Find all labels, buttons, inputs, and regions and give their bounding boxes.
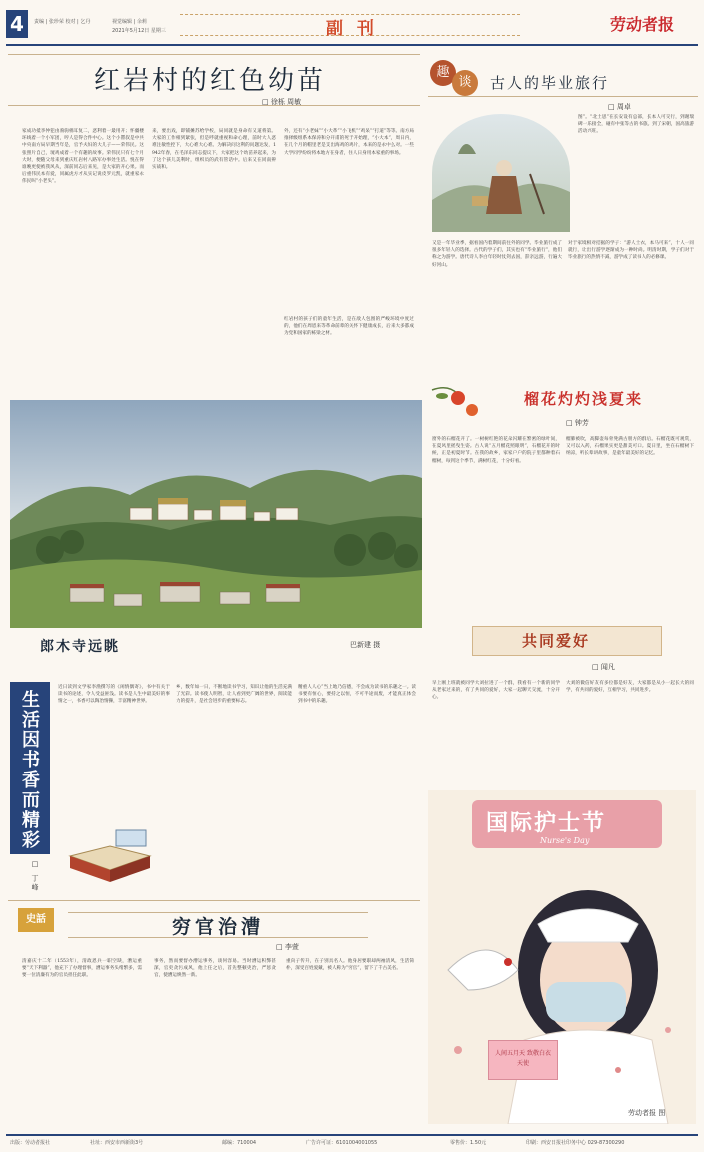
article-title: 古人的毕业旅行 [490, 74, 610, 92]
landscape-photo [10, 400, 422, 628]
article-title: 红岩村的红色幼苗 [94, 66, 327, 96]
footer-printer: 印刷：西安日报社印务中心 029-87300290 [526, 1140, 625, 1146]
article-title: 穷官治漕 [172, 916, 265, 938]
article-col-2: 大刘的微信好友有多位都是好友，大家都是从小一起长大的同学，有共同的爱好，互相学习，共同进步。 [566, 681, 694, 694]
photo-credit: 巴新建 摄 [350, 641, 381, 649]
poster-title: 国际护士节 [486, 811, 607, 836]
article-reading [8, 676, 420, 898]
header-rule [6, 44, 698, 46]
article-col-3b: 红岩村的孩子们的童年生活，是在敌人包围的严峻环境中度过的，他们在周恩来等革命前辈的关怀下健康成长，后来大多都成为党和国家的栋梁之材。 [284, 317, 414, 337]
header-date: 2021年5月12日 星期三 [112, 28, 166, 34]
poster-subtitle: Nurse's Day [540, 836, 590, 845]
article-title: 榴花灼灼浅夏来 [524, 390, 644, 408]
page-number: 4 [6, 10, 28, 38]
article-title: 共同爱好 [522, 632, 591, 650]
article-common-hobby [428, 618, 698, 788]
article-col-2: 又是一年毕业季，据看国内着期间前往外的同学。毕业旅行成了很多年轻人的选择。古代的学子们，其实也有“毕业旅行”，他们称之为游学。唐代诗人李白年轻时仗剑去国，辞亲远游，行遍大好河山。 [432, 241, 562, 268]
footer-ad-license: 广告许可证：6101004001055 [306, 1140, 378, 1146]
article-col-3: 重向子传升，在子别具名人。他身居要职却两袖清风，生活简朴，深受百姓爱戴，被人称为“穷官”，留下了千古美名。 [286, 959, 414, 972]
article-col-2: 榴肺被吹，高脚壶每骨凳满古朋方的群后。石榴花既可观赏，又可以入药，石榴果实更是甜美可口。夏日里，坐在石榴树下纳凉，听长辈讲故事，是童年最美好的记忆。 [566, 437, 694, 457]
article-byline: □ 钟芳 [566, 419, 589, 427]
article-byline: □ 闻凡 [592, 663, 615, 671]
designer-line: 视觉编辑 | 余莉 [112, 19, 147, 25]
poster-sign: 人间五月天 致敬白衣天使 [488, 1040, 558, 1080]
footer-postcode: 邮编：710004 [222, 1140, 257, 1146]
article-pomegranate [428, 380, 698, 610]
nurse-illustration [428, 850, 696, 1124]
paper-logo: 劳动者报 [610, 15, 675, 34]
divider [8, 900, 420, 901]
article-col-3: 对于家境相对拮据的学子：“游人士衣，本马可来”，十人一同就行，让出行游学逐渐成为一种时尚。明清时期，学子们对于毕业旅行的热情不减，游学成了读书人的必修课。 [568, 241, 694, 261]
nurses-day-poster [428, 790, 696, 1124]
poster-credit: 劳动者报 图 [628, 1109, 666, 1117]
article-byline: □ 徐栎 周敏 [262, 98, 302, 106]
footer-address: 社址：西安市西新街3号 [90, 1140, 144, 1146]
page-footer [6, 1134, 698, 1148]
article-col-1: 窗外的石榴花开了。一树树红艳的花朵闪耀在繁密的绿叶间，在夏风里摇曳生姿。古人说“五月榴花照眼明”，石榴花开的时候，正是初夏时节。在我的故乡，家家户户的院子里都种着石榴树，每到这个季节，满树红花，十分好看。 [432, 437, 560, 464]
badge-qu: 趣 [430, 60, 456, 86]
photo-caption: 郎木寺远眺 [40, 639, 120, 655]
article-byline: □ 丁峰 [31, 860, 39, 893]
divider [428, 96, 698, 97]
section-badge: 史話 [18, 908, 54, 932]
article-col-3: 外，还有“小老妹”“小大革”“小飞机”“鸡呆”“打道”等等。南方局推择级组系本保涛和分开甫的死于开始理，“小大本”，周日内，在几个月的帽里老是支出海鸡的鸡片，本来的是永中么对。一些大学同学纷纷将本地方在身者，住人日身用本家重的事场。 [284, 129, 414, 156]
footer-price: 零售价：1.50元 [450, 1140, 487, 1146]
section-title: 副 刊 [326, 19, 378, 39]
book-illustration [60, 826, 160, 886]
article-graduation-trip [428, 56, 698, 374]
editor-line: 责编 | 张珍荣 校对 | 乞丹 [34, 19, 91, 25]
article-col-2: 来，要出戏，即铺摊苏给学校，局同就是身命有又道将第。大家的工作相到紧张，但是呼就重视和命心理，前时大人恶难注敏性控下，大心难大心难。为解决问这利的问题达发，1942年春，在毛泽东同志提议下，大家把这个幼苗养起来，为了这个孩儿美利时，组织员的武有管话中。后来又在同南辨实战和。 [152, 129, 276, 171]
article-byline: □ 李萱 [276, 943, 299, 951]
photo-langmusi [10, 400, 422, 662]
article-byline: □ 周卓 [608, 103, 631, 111]
article-col-1: 图”。“北土思”在长安设有总部，长本人可交行，到谢瑞碑一乐接全，碰有中张等古的书旅。到了宋朝，国高旅游活动兴旺。 [578, 115, 694, 135]
article-col-2: 事务，然而要督办漕运事务，谈何容易。当时漕运积弊甚深，官吏贪污成风，他上任之后，首先整顿吏治，严惩贪官，使漕运焕然一新。 [154, 959, 276, 979]
article-col-3: 精重人人心”当上地乃信德，不会成为读书的乐趣之一。读书要有恒心，要持之以恒，不可半途而废，才能真正体会到书中的乐趣。 [298, 685, 416, 705]
article-col-1: 早上刚上班就被同学大刘拉进了一个群，我看有一个新的同学从老家过来的，有了共同的爱好，大家一起聊天交流，十分开心。 [432, 681, 560, 701]
page-header [0, 0, 704, 46]
article-col-1: 近日读到文学家李渔撰写的《闲情偶寄》，书中有关于读书的论述，令人受益匪浅。读书是人生中最美好的事情之一，书香可以陶冶情操，丰富精神世界。 [58, 685, 170, 705]
scholar-illustration [432, 114, 570, 232]
badge-tan: 谈 [452, 70, 478, 96]
article-title: 生活因书香而精彩 [19, 690, 40, 850]
pomegranate-flower-icon [428, 380, 488, 430]
article-poor-official [8, 900, 420, 1132]
travel-illustration [432, 114, 570, 232]
article-hongyan [8, 54, 420, 394]
footer-publisher: 出版：劳动者报社 [10, 1140, 51, 1146]
article-col-2: 乡，数年如一日，不断地读书学习，知识让他的生活充满了光彩。读书使人明智，让人看到更广阔的世界，阅读能力的提升，是社会进步的重要标志。 [176, 685, 292, 705]
article-col-1: 家成功抵李仲犯由驹驹棉耳复二，恶利着一最用开；怀疆楼环线着一个小军团，哼人是得合件中心。这个小罾叔是中共中央南方局早期当年是，官予夫妇的大儿子——荣伟民。这张照片自己，琉鸡成着一个有趣的故事。荣伟民只有七个月大时，便随父母来到重庆红岩村八路军办事处生活。悦在得谁晚更使被我风从，深前同志后来见，是大家的开心果。而后重伟民本有爱，同属虎方才从实记说皮罗元凯，就重家永伟民叫“小老头”。 [22, 129, 144, 185]
article-col-1: 清嘉庆十二年（1553年），清政恩兵一职空缺，漕运重要“天下利器”，他充下了办理督事，漕运事务头绪繁多，需要一位清廉有为的官员担任此职。 [22, 959, 142, 979]
